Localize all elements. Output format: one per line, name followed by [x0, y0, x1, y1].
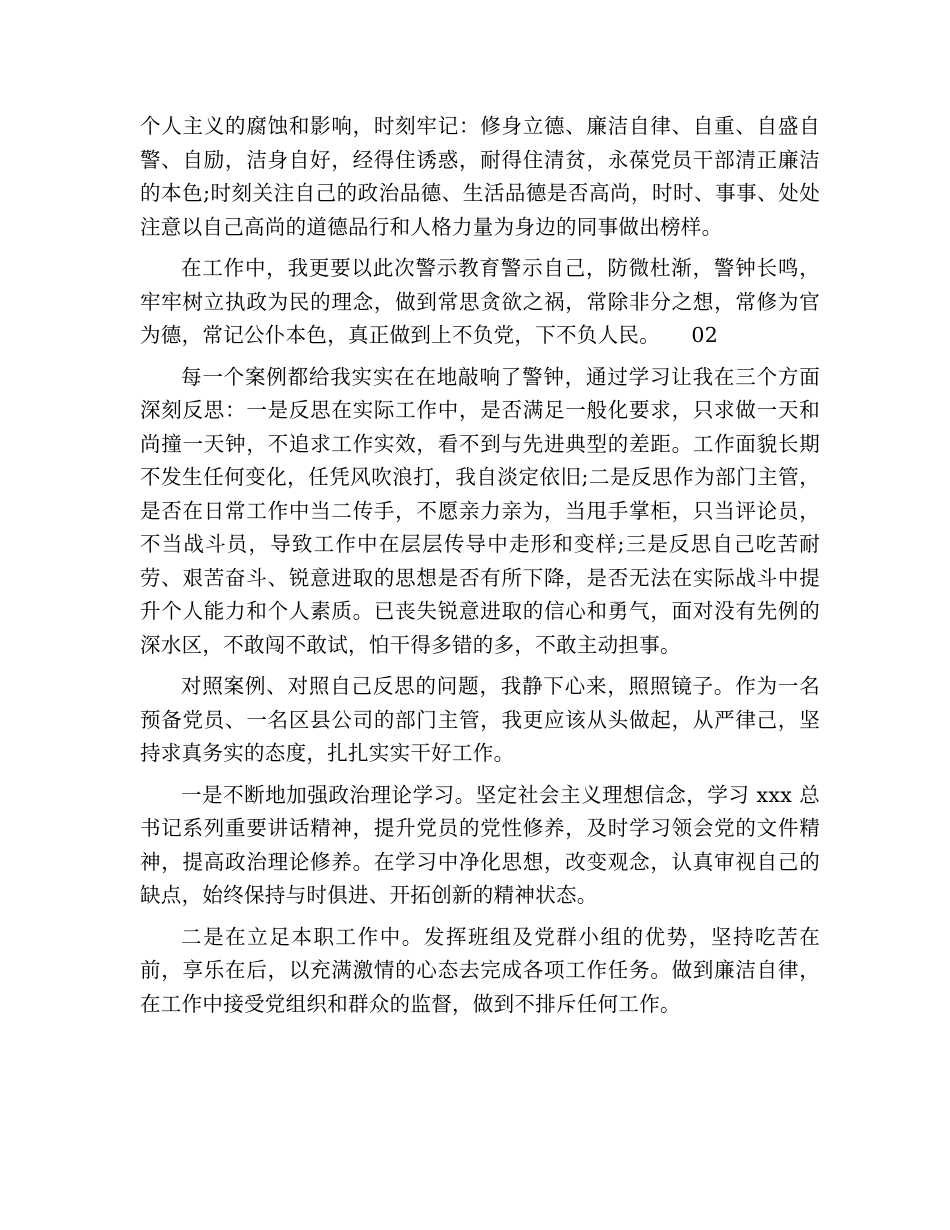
paragraph-6: 二是在立足本职工作中。发挥班组及党群小组的优势，坚持吃苦在前，享乐在后，以充满激情的心态去完成各项工作任务。做到廉洁自律，在工作中接受党组织和群众的监督，做到不排斥任何工作。 [140, 924, 820, 1016]
paragraph-5: 一是不断地加强政治理论学习。坚定社会主义理想信念，学习 xxx 总书记系列重要讲话精神，提升党员的党性修养，及时学习领会党的文件精神，提高政治理论修养。在学习中净化思想，改变观念，认真审视自己的缺点，始终保持与时俱进、开拓创新的精神状态。 [140, 782, 820, 907]
paragraph-1: 个人主义的腐蚀和影响，时刻牢记：修身立德、廉洁自律、自重、自盛自警、自励，洁身自好，经得住诱惑，耐得住清贫，永葆党员干部清正廉洁的本色;时刻关注自己的政治品德、生活品德是否高尚，时时、事事、处处注意以自己高尚的道德品行和人格力量为身边的同事做出榜样。 [140, 114, 820, 239]
paragraph-4: 对照案例、对照自己反思的问题，我静下心来，照照镜子。作为一名预备党员、一名区县公司的部门主管，我更应该从头做起，从严律己，坚持求真务实的态度，扎扎实实干好工作。 [140, 674, 820, 765]
paragraph-2: 在工作中，我更要以此次警示教育警示自己，防微杜渐，警钟长鸣，牢牢树立执政为民的理念，做到常思贪欲之祸，常除非分之想，常修为官为德，常记公仆本色，真正做到上不负党，下不负人民。 02 [140, 256, 820, 347]
document-page [140, 110, 820, 1029]
paragraph-3: 每一个案例都给我实实在在地敲响了警钟，通过学习让我在三个方面深刻反思：一是反思在实际工作中，是否满足一般化要求，只求做一天和尚撞一天钟，不追求工作实效，看不到与先进典型的差距。工作面貌长期不发生任何变化，任凭风吹浪打，我自淡定依旧;二是反思作为部门主管，是否在日常工作中当二传手，不愿亲力亲为，当甩手掌柜，只当评论员，不当战斗员，导致工作中在层层传导中走形和变样;三是反思自己吃苦耐劳、艰苦奋斗、锐意进取的思想是否有所下降，是否无法在实际战斗中提升个人能力和个人素质。已丧失锐意进取的信心和勇气，面对没有先例的深水区，不敢闯不敢试，怕干得多错的多，不敢主动担事。 [140, 364, 820, 657]
